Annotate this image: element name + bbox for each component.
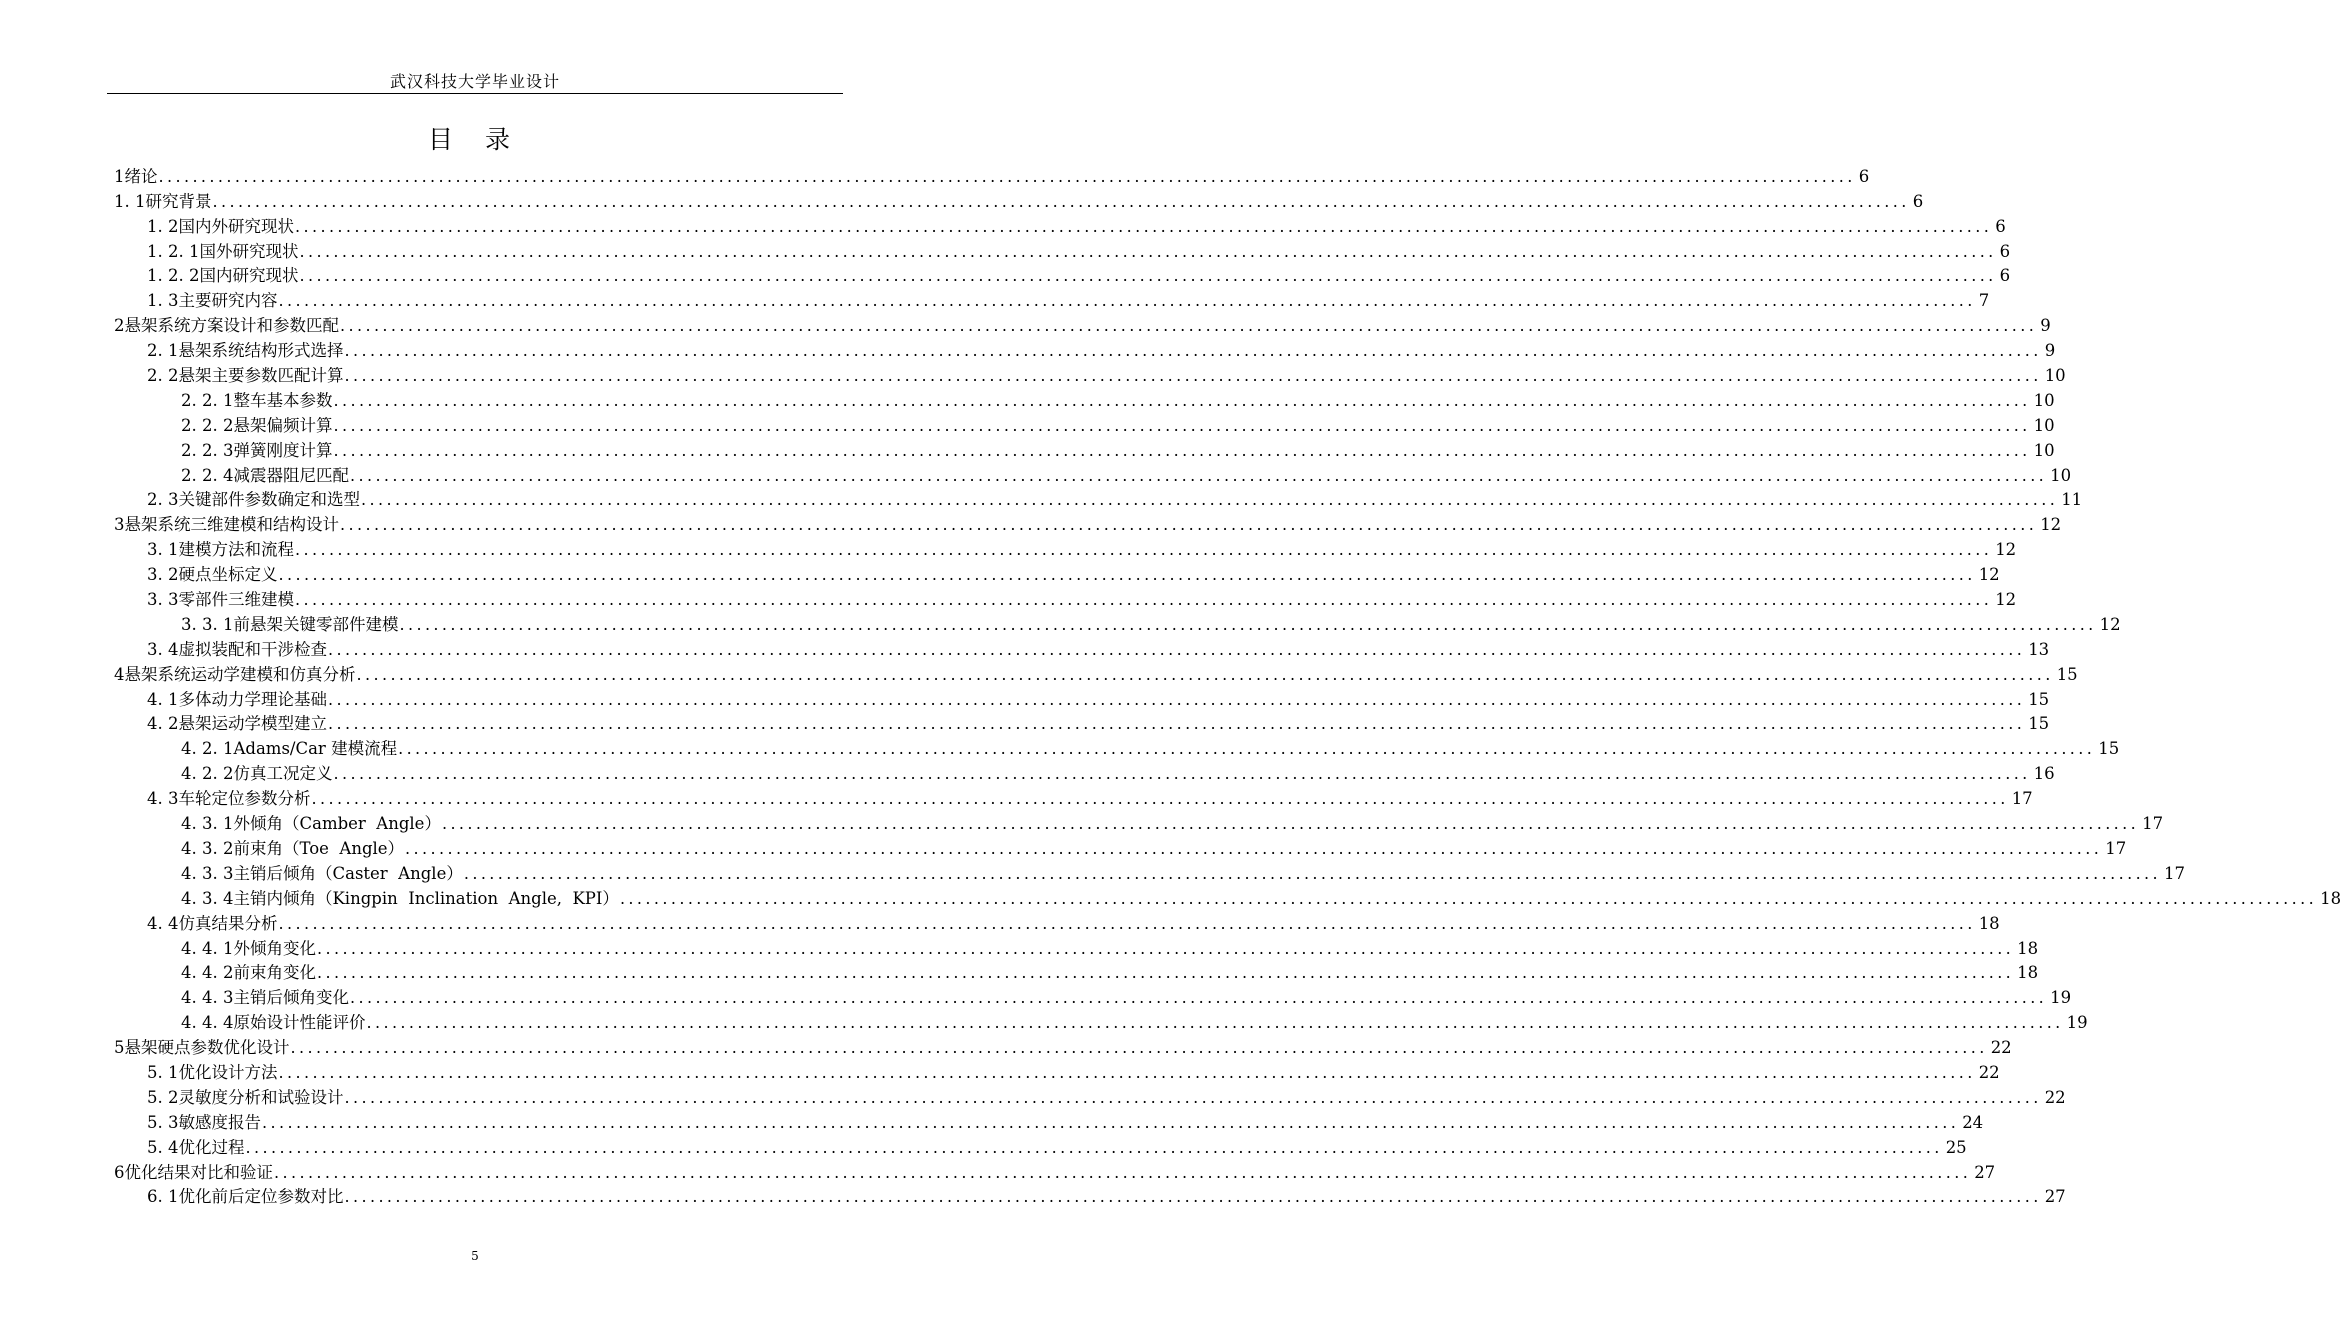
toc-entry[interactable] (114, 239, 2011, 264)
toc-entry-page: 15 (2098, 739, 2120, 759)
toc-entry[interactable] (114, 388, 2055, 413)
toc-entry-number: 4. 4. 2 (181, 963, 234, 983)
toc-entry-number: 4. 2 (147, 714, 179, 734)
toc-entry[interactable] (114, 413, 2055, 438)
toc-entry[interactable] (114, 1160, 1996, 1185)
toc-entry-number: 4. 2. 1 (181, 739, 234, 759)
toc-entry-title: 建模方法和流程 (178, 540, 294, 560)
toc-entry[interactable] (114, 1085, 2066, 1110)
toc-entry[interactable] (114, 1185, 2066, 1210)
toc-entry-number: 4 (114, 664, 125, 684)
toc-entry-number: 3. 4 (147, 639, 179, 659)
toc-dot-leader: ........................................................................................................................................................................................................ (245, 1137, 1943, 1157)
toc-entry[interactable] (114, 537, 2017, 562)
toc-entry-title: 灵敏度分析和试验设计 (178, 1087, 344, 1107)
toc-entry-title: 主销后倾角变化 (233, 988, 349, 1008)
toc-dot-leader: ........................................................................................................................................................................................................ (333, 415, 2031, 435)
toc-entry-number: 5. 1 (147, 1062, 179, 1082)
toc-entry-title: 优化设计方法 (178, 1062, 278, 1082)
toc-dot-leader: ........................................................................................................................................................................................................ (316, 963, 2015, 983)
toc-entry[interactable] (114, 288, 1990, 313)
toc-entry[interactable] (114, 363, 2066, 388)
toc-entry[interactable] (114, 562, 2000, 587)
toc-dot-leader: ........................................................................................................................................................................................................ (290, 1038, 1988, 1058)
toc-entry-page: 17 (2105, 838, 2127, 858)
toc-dot-leader: ........................................................................................................................................................................................................ (278, 913, 1976, 933)
toc-entry[interactable] (114, 662, 2078, 687)
toc-dot-leader: ........................................................................................................................................................................................................ (274, 1162, 1972, 1182)
toc-entry[interactable] (114, 637, 2050, 662)
toc-entry-page: 6 (1995, 216, 2006, 236)
toc-dot-leader: ........................................................................................................................................................................................................ (295, 540, 1993, 560)
toc-entry-title: 外倾角（Camber Angle） (233, 814, 441, 834)
page-number: 5 (471, 1249, 479, 1263)
toc-entry-page: 12 (1978, 565, 2000, 585)
toc-entry-number: 4. 3. 2 (181, 838, 234, 858)
toc-entry-page: 18 (2017, 963, 2039, 983)
toc-entry-title: 减震器阻尼匹配 (233, 465, 349, 485)
toc-entry-number: 1. 2. 2 (147, 266, 200, 286)
toc-entry-number: 2. 2. 2 (181, 415, 234, 435)
toc-entry[interactable] (114, 687, 2050, 712)
toc-entry-title: 仿真工况定义 (233, 764, 333, 784)
toc-dot-leader: ........................................................................................................................................................................................................ (311, 789, 2009, 809)
toc-entry-number: 2. 2. 4 (181, 465, 234, 485)
toc-entry-title: 前悬架关键零部件建模 (233, 614, 399, 634)
toc-entry-number: 6. 1 (147, 1187, 179, 1207)
toc-entry[interactable] (114, 587, 2017, 612)
toc-entry-number: 1. 2. 1 (147, 241, 200, 261)
toc-dot-leader: ........................................................................................................................................................................................................ (398, 739, 2096, 759)
toc-entry[interactable] (114, 488, 2083, 513)
toc-entry-page: 18 (2017, 938, 2039, 958)
toc-entry-title: 外倾角变化 (233, 938, 316, 958)
toc-entry-number: 3. 3. 1 (181, 614, 234, 634)
toc-entry[interactable] (114, 811, 2164, 836)
toc-dot-leader: ........................................................................................................................................................................................................ (295, 590, 1993, 610)
toc-entry-page: 10 (2044, 366, 2066, 386)
toc-entry-title: 前束角变化 (233, 963, 316, 983)
toc-dot-leader: ........................................................................................................................................................................................................ (158, 166, 1856, 186)
toc-entry-number: 2. 2 (147, 366, 179, 386)
toc-dot-leader: ........................................................................................................................................................................................................ (349, 465, 2048, 485)
toc-entry-number: 2. 1 (147, 341, 179, 361)
toc-entry-number: 6 (114, 1162, 125, 1182)
toc-entry[interactable] (114, 214, 2006, 239)
toc-entry[interactable] (114, 313, 2051, 338)
toc-entry[interactable] (114, 438, 2055, 463)
toc-entry-title: 整车基本参数 (233, 390, 333, 410)
toc-dot-leader: ........................................................................................................................................................................................................ (344, 1187, 2042, 1207)
toc-dot-leader: ........................................................................................................................................................................................................ (399, 614, 2097, 634)
toc-entry-number: 4. 2. 2 (181, 764, 234, 784)
toc-entry-title: 悬架主要参数匹配计算 (178, 366, 344, 386)
toc-entry-page: 15 (2028, 714, 2050, 734)
toc-entry-title: 关键部件参数确定和选型 (178, 490, 360, 510)
toc-entry-title: 优化前后定位参数对比 (178, 1187, 344, 1207)
toc-entry[interactable] (114, 836, 2127, 861)
toc-dot-leader: ........................................................................................................................................................................................................ (356, 664, 2054, 684)
toc-entry-title: 仿真结果分析 (178, 913, 278, 933)
toc-entry-title: 主销后倾角（Caster Angle） (233, 863, 463, 883)
toc-entry-page: 13 (2028, 639, 2050, 659)
toc-entry-number: 3. 1 (147, 540, 179, 560)
toc-entry-page: 6 (1999, 241, 2011, 261)
toc-entry-number: 4. 3 (147, 789, 179, 809)
toc-entry-title: 优化过程 (178, 1137, 245, 1157)
toc-entry-page: 19 (2050, 988, 2072, 1008)
toc-entry-number: 2. 2. 1 (181, 390, 234, 410)
toc-dot-leader: ........................................................................................................................................................................................................ (295, 216, 1993, 236)
toc-entry[interactable] (114, 1035, 2012, 1060)
toc-entry[interactable] (114, 1010, 2088, 1035)
toc-entry-title: 多体动力学理论基础 (178, 689, 327, 709)
toc-entry-title: 车轮定位参数分析 (178, 789, 311, 809)
toc-entry-title: 国内外研究现状 (178, 216, 294, 236)
toc-dot-leader: ........................................................................................................................................................................................................ (299, 241, 1997, 261)
toc-entry[interactable] (114, 189, 1924, 214)
toc-entry-page: 11 (2061, 490, 2083, 510)
toc-entry-number: 1. 1 (114, 191, 146, 211)
toc-entry[interactable] (114, 612, 2121, 637)
toc-entry-number: 1. 3 (147, 291, 179, 311)
toc-entry-page: 10 (2050, 465, 2072, 485)
toc-entry-page: 10 (2033, 415, 2055, 435)
toc-entry-title: 绪论 (124, 166, 158, 186)
toc-entry[interactable] (114, 861, 2186, 886)
header-rule (107, 93, 843, 94)
toc-dot-leader: ........................................................................................................................................................................................................ (316, 938, 2015, 958)
toc-entry-number: 4. 3. 1 (181, 814, 234, 834)
toc-dot-leader: ........................................................................................................................................................................................................ (366, 1013, 2064, 1033)
toc-entry-page: 19 (2066, 1013, 2088, 1033)
toc-entry-title: 悬架硬点参数优化设计 (124, 1038, 290, 1058)
toc-dot-leader: ........................................................................................................................................................................................................ (349, 988, 2048, 1008)
toc-entry-number: 4. 1 (147, 689, 179, 709)
toc-entry-title: 悬架偏频计算 (233, 415, 333, 435)
toc-entry-page: 22 (1978, 1062, 2000, 1082)
toc-entry-title: 国内研究现状 (199, 266, 299, 286)
toc-dot-leader: ........................................................................................................................................................................................................ (344, 341, 2042, 361)
toc-entry-page: 6 (1912, 191, 1924, 211)
toc-entry[interactable] (114, 786, 2033, 811)
table-of-contents (114, 164, 2341, 1209)
toc-dot-leader: ........................................................................................................................................................................................................ (344, 366, 2042, 386)
toc-dot-leader: ........................................................................................................................................................................................................ (328, 714, 2026, 734)
toc-entry-number: 5. 2 (147, 1087, 179, 1107)
toc-dot-leader: ........................................................................................................................................................................................................ (361, 490, 2059, 510)
toc-dot-leader: ........................................................................................................................................................................................................ (299, 266, 1997, 286)
toc-entry-number: 3. 2 (147, 565, 179, 585)
toc-entry[interactable] (114, 264, 2011, 289)
toc-entry-title: 悬架运动学模型建立 (178, 714, 327, 734)
toc-entry[interactable] (114, 712, 2050, 737)
toc-entry[interactable] (114, 1135, 1967, 1160)
toc-entry-page: 17 (2011, 789, 2033, 809)
toc-entry-number: 1. 2 (147, 216, 179, 236)
toc-entry-title: 原始设计性能评价 (233, 1013, 366, 1033)
toc-entry[interactable] (114, 911, 2000, 936)
toc-dot-leader: ........................................................................................................................................................................................................ (340, 515, 2038, 535)
toc-entry-page: 10 (2033, 390, 2055, 410)
toc-dot-leader: ........................................................................................................................................................................................................ (328, 689, 2026, 709)
toc-entry[interactable] (114, 463, 2072, 488)
toc-entry-page: 24 (1962, 1112, 1984, 1132)
toc-dot-leader: ........................................................................................................................................................................................................ (278, 291, 1976, 311)
toc-entry-page: 12 (2040, 515, 2062, 535)
toc-entry-title: 弹簧刚度计算 (233, 440, 333, 460)
toc-entry-title: 优化结果对比和验证 (124, 1162, 273, 1182)
toc-entry[interactable] (114, 512, 2062, 537)
running-header: 武汉科技大学毕业设计 (389, 72, 560, 91)
toc-entry[interactable] (114, 761, 2055, 786)
toc-entry[interactable] (114, 338, 2056, 363)
toc-dot-leader: ........................................................................................................................................................................................................ (278, 565, 1976, 585)
toc-entry-page: 17 (2164, 863, 2186, 883)
toc-entry-number: 4. 4. 4 (181, 1013, 234, 1033)
toc-title: 目 录 (428, 125, 522, 154)
toc-dot-leader: ........................................................................................................................................................................................................ (619, 888, 2318, 908)
toc-entry[interactable] (114, 886, 2341, 911)
toc-dot-leader: ........................................................................................................................................................................................................ (340, 316, 2038, 336)
toc-entry[interactable] (114, 961, 2039, 986)
toc-entry[interactable] (114, 985, 2072, 1010)
toc-entry-number: 2 (114, 316, 125, 336)
toc-entry-number: 5 (114, 1038, 125, 1058)
toc-entry-page: 18 (1978, 913, 2000, 933)
toc-entry[interactable] (114, 1110, 1984, 1135)
toc-entry-title: 主要研究内容 (178, 291, 278, 311)
toc-entry-title: 零部件三维建模 (178, 590, 294, 610)
toc-entry-number: 4. 4 (147, 913, 179, 933)
toc-entry-page: 25 (1945, 1137, 1967, 1157)
toc-entry-number: 4. 4. 1 (181, 938, 234, 958)
toc-dot-leader: ........................................................................................................................................................................................................ (405, 838, 2103, 858)
toc-entry-number: 4. 3. 3 (181, 863, 234, 883)
toc-entry-number: 2. 2. 3 (181, 440, 234, 460)
toc-entry-page: 12 (1995, 540, 2017, 560)
toc-entry-number: 4. 3. 4 (181, 888, 234, 908)
toc-entry-title: 国外研究现状 (199, 241, 299, 261)
toc-entry-number: 5. 3 (147, 1112, 179, 1132)
toc-dot-leader: ........................................................................................................................................................................................................ (333, 764, 2031, 784)
toc-dot-leader: ........................................................................................................................................................................................................ (441, 814, 2140, 834)
toc-entry-page: 15 (2028, 689, 2050, 709)
toc-entry-page: 16 (2033, 764, 2055, 784)
toc-dot-leader: ........................................................................................................................................................................................................ (212, 191, 1910, 211)
toc-entry-title: 主销内倾角（Kingpin Inclination Angle, KPI） (233, 888, 619, 908)
toc-dot-leader: ........................................................................................................................................................................................................ (262, 1112, 1960, 1132)
toc-entry-page: 12 (1995, 590, 2017, 610)
toc-entry-title: 悬架系统结构形式选择 (178, 341, 344, 361)
toc-entry[interactable] (114, 1060, 2000, 1085)
toc-entry-title: 研究背景 (145, 191, 212, 211)
toc-dot-leader: ........................................................................................................................................................................................................ (463, 863, 2162, 883)
toc-entry-number: 5. 4 (147, 1137, 179, 1157)
toc-entry-title: 悬架系统方案设计和参数匹配 (124, 316, 339, 336)
toc-entry-page: 22 (2044, 1087, 2066, 1107)
toc-entry-title: 前束角（Toe Angle） (233, 838, 405, 858)
toc-entry-title: 虚拟装配和干涉检查 (178, 639, 327, 659)
toc-entry-page: 10 (2033, 440, 2055, 460)
toc-entry-number: 3. 3 (147, 590, 179, 610)
toc-entry-number: 4. 4. 3 (181, 988, 234, 1008)
toc-entry-page: 9 (2044, 341, 2056, 361)
toc-entry-number: 3 (114, 515, 125, 535)
toc-entry[interactable] (114, 164, 1870, 189)
toc-entry-title: 悬架系统三维建模和结构设计 (124, 515, 339, 535)
toc-entry-page: 17 (2142, 814, 2164, 834)
toc-entry-page: 6 (1999, 266, 2011, 286)
toc-dot-leader: ........................................................................................................................................................................................................ (278, 1062, 1976, 1082)
toc-dot-leader: ........................................................................................................................................................................................................ (333, 440, 2031, 460)
toc-entry-page: 18 (2320, 888, 2341, 908)
toc-entry-page: 15 (2056, 664, 2078, 684)
toc-entry-page: 12 (2099, 614, 2121, 634)
toc-entry-page: 27 (2044, 1187, 2066, 1207)
toc-entry-number: 1 (114, 166, 125, 186)
toc-entry[interactable] (114, 736, 2120, 761)
toc-dot-leader: ........................................................................................................................................................................................................ (344, 1087, 2042, 1107)
toc-dot-leader: ........................................................................................................................................................................................................ (328, 639, 2026, 659)
toc-entry[interactable] (114, 936, 2039, 961)
toc-entry-page: 22 (1990, 1038, 2012, 1058)
toc-entry-title: Adams/Car 建模流程 (233, 739, 398, 759)
toc-entry-page: 7 (1978, 291, 1990, 311)
toc-entry-number: 2. 3 (147, 490, 179, 510)
toc-entry-page: 27 (1974, 1162, 1996, 1182)
toc-entry-page: 9 (2040, 316, 2051, 336)
toc-entry-title: 硬点坐标定义 (178, 565, 278, 585)
toc-entry-title: 悬架系统运动学建模和仿真分析 (124, 664, 356, 684)
toc-entry-title: 敏感度报告 (178, 1112, 261, 1132)
toc-dot-leader: ........................................................................................................................................................................................................ (333, 390, 2031, 410)
toc-entry-page: 6 (1858, 166, 1870, 186)
